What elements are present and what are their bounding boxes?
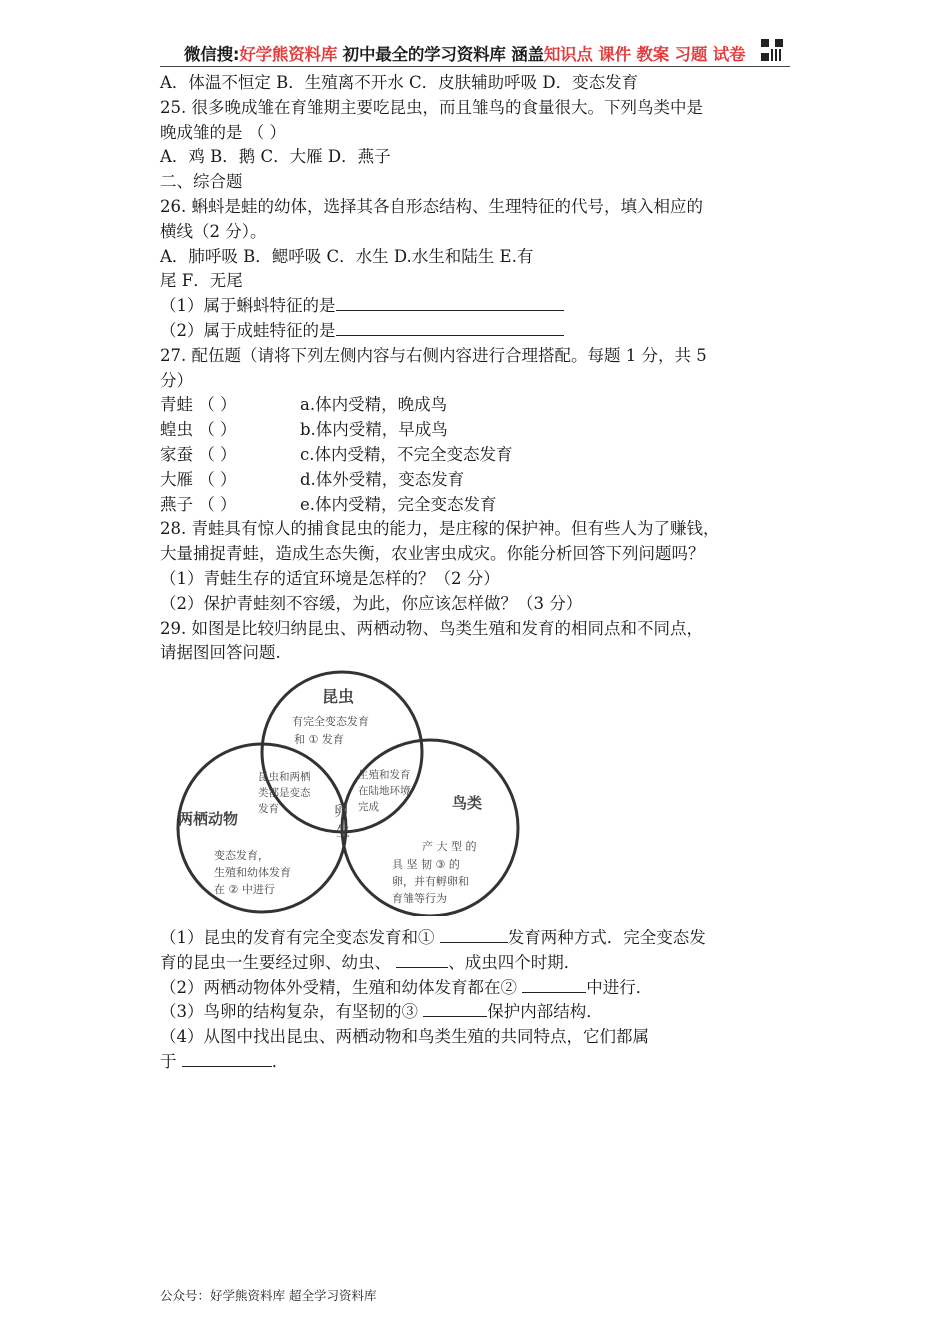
page-footer: 公众号：好学熊资料库 超全学习资料库 [160,1288,377,1303]
answer-blank[interactable] [440,927,508,943]
answer-text: ． [271,1051,289,1071]
header-middle: 初中最全的学习资料库 涵盖 [337,45,544,64]
insect-text-1: 有完全变态发育 [292,715,369,728]
center-text-1: 卵 [334,804,348,820]
answer-line-4 [160,1000,800,1025]
q27-row [160,443,800,468]
insect-title: 昆虫 [322,687,355,706]
q27-row-left: 家蚕 （ ） [160,444,237,464]
answer-line-5: （4）从图中找出昆虫、两栖动物和鸟类生殖的共同特点，它们都属 [160,1027,649,1047]
q25-line-1: 25. 很多晚成雏在育雏期主要吃昆虫，而且雏鸟的食量很大。下列鸟类中是 [160,97,703,117]
insect-bird-text-3: 完成 [358,801,379,813]
q29-line-1: 29. 如图是比较归纳昆虫、两栖动物、鸟类生殖和发育的相同点和不同点， [160,618,703,638]
answer-text: 、成虫四个时期． [448,952,581,972]
answer-text: （3）鸟卵的结构复杂，有坚韧的③ [160,1002,424,1022]
bird-title: 鸟类 [452,794,483,812]
q26-sub-2-text: （2）属于成蛙特征的是 [160,320,336,340]
q26-line-2: 横线（2 分）。 [160,221,267,241]
answer-line-6 [160,1050,800,1075]
header-prefix: 微信搜: [184,45,240,64]
q27-row-right: d.体外受精，变态发育 [300,469,465,489]
q27-row [160,393,800,418]
insect-amphibian-text-2: 类都是变态 [258,787,311,799]
header-text [184,41,745,65]
answer-line-2 [160,951,800,976]
answer-blank[interactable] [182,1051,272,1067]
q27-title-2: 分） [160,370,193,390]
q27-row-right: e.体内受精，完全变态发育 [300,494,497,514]
answer-text: （2）两栖动物体外受精，生殖和幼体发育都在② [160,977,523,997]
q26-line-1: 26. 蝌蚪是蛙的幼体，选择其各自形态结构、生理特征的代号，填入相应的 [160,196,703,216]
q27-row [160,468,800,493]
q26-sub-2 [160,319,800,344]
center-text-2: 生 [336,824,350,840]
question-content [160,71,800,666]
insect-bird-text-1: 生殖和发育 [358,769,411,781]
q27-title-1: 27. 配伍题（请将下列左侧内容与右侧内容进行合理搭配。每题 1 分，共 5 [160,345,707,365]
q27-row-right: c.体内受精，不完全变态发育 [300,444,513,464]
amphibian-text-3: 在 ② 中进行 [214,883,275,896]
answer-text: 发育两种方式．完全变态发 [507,928,706,947]
answer-section [160,926,800,1075]
q28-sub-1: （1）青蛙生存的适宜环境是怎样的？（2 分） [160,568,500,588]
q27-row [160,493,800,518]
answer-line-1 [160,926,800,951]
q26-sub-1-text: （1）属于蝌蚪特征的是 [160,296,336,316]
answer-blank[interactable] [336,295,564,311]
answer-text: 于 [160,1051,182,1071]
insect-amphibian-text-3: 发育 [258,803,279,815]
q25-options: A．鸡 B．鹅 C．大雁 D．燕子 [160,147,391,167]
answer-blank[interactable] [522,977,586,993]
q26-options-2: 尾 F．无尾 [160,271,243,291]
amphibian-text-1: 变态发育， [214,849,269,862]
q28-sub-2: （2）保护青蛙刻不容缓，为此，你应该怎样做？（3 分） [160,593,583,613]
q28-line-1: 28. 青蛙具有惊人的捕食昆虫的能力，是庄稼的保护神。但有些人为了赚钱， [160,519,720,539]
q27-row [160,418,800,443]
qr-code-icon [760,38,784,62]
q25-line-2: 晚成雏的是 （ ） [160,122,286,142]
amphibian-title: 两栖动物 [178,810,239,828]
q27-row-left: 青蛙 （ ） [160,395,237,415]
insect-bird-text-2: 在陆地环境 [358,785,411,797]
header-brand: 好学熊资料库 [239,45,338,64]
answer-blank[interactable] [396,952,448,968]
bird-text-2: 具 坚 韧 ③ 的 [392,858,460,871]
q24-options: A．体温不恒定 B．生殖离不开水 C．皮肤辅助呼吸 D．变态发育 [160,73,639,92]
section-heading: 二、综合题 [160,172,243,192]
q27-row-left: 大雁 （ ） [160,469,237,489]
insect-amphibian-text-1: 昆虫和两栖 [258,771,311,783]
q26-sub-1 [160,294,800,319]
q27-row-left: 燕子 （ ） [160,494,237,514]
answer-text: （1）昆虫的发育有完全变态发育和① [160,928,440,947]
venn-diagram [160,668,540,916]
q26-options-1: A．肺呼吸 B．鳃呼吸 C．水生 D.水生和陆生 E.有 [160,246,534,266]
bird-text-1: 产 大 型 的 [422,840,477,853]
answer-text: 育的昆虫一生要经过卵、幼虫、 [160,952,397,972]
q28-line-2: 大量捕捉青蛙，造成生态失衡，农业害虫成灾。你能分析回答下列问题吗？ [160,544,705,564]
bird-text-4: 育雏等行为 [392,892,447,905]
bird-text-3: 卵，并有孵卵和 [392,875,469,888]
page-header [160,36,790,67]
insect-text-2: 和 ① 发育 [294,733,344,746]
answer-text: 保护内部结构． [487,1002,603,1022]
answer-line-3 [160,976,800,1001]
answer-blank[interactable] [423,1001,487,1017]
header-tags: 知识点 课件 教案 习题 试卷 [543,45,746,64]
q29-line-2: 请据图回答问题. [160,643,281,663]
answer-blank[interactable] [336,320,564,336]
q27-row-left: 蝗虫 （ ） [160,420,237,440]
answer-text: 中进行． [586,977,653,997]
q27-row-right: b.体内受精，早成鸟 [300,420,448,440]
q27-row-right: a.体内受精，晚成鸟 [300,395,448,415]
amphibian-text-2: 生殖和幼体发育 [214,866,291,879]
